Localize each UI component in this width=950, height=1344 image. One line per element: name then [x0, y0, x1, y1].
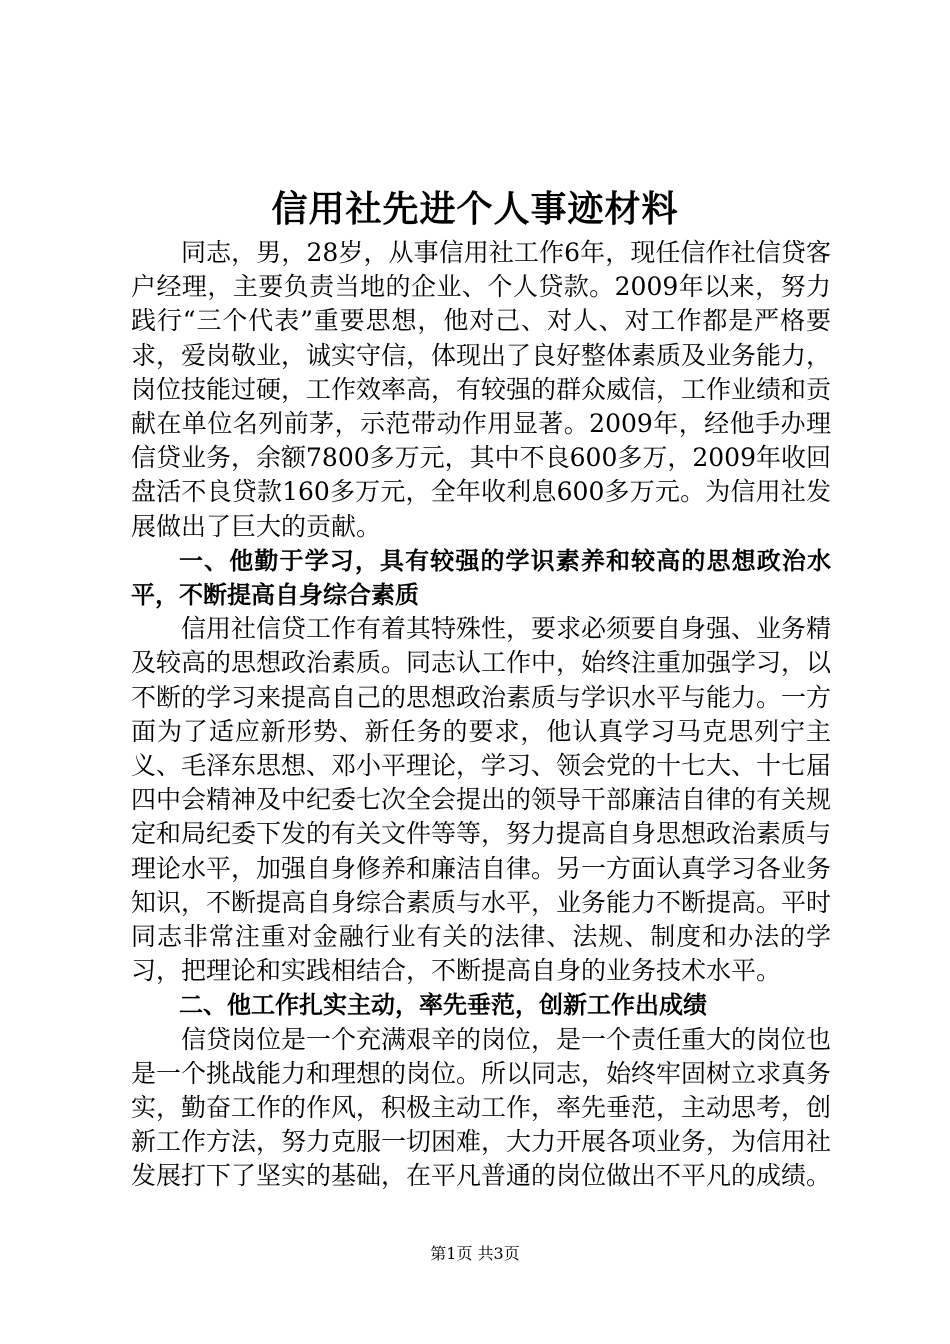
section-1-paragraph: 信用社信贷工作有着其特殊性，要求必须要自身强、业务精及较高的思想政治素质。同志认工作中，始终注重加强学习，以不断的学习来提高自己的思想政治素质与学识水平与能力。一方面为了适应新形势、新任务的要求，他认真学习马克思列宁主义、毛泽东思想、邓小平理论，学习、领会党的十七大、十七届四中会精神及中纪委七次全会提出的领导干部廉洁自律的有关规定和局纪委下发的有关文件等等，努力提高自身思想政治素质与理论水平，加强自身修养和廉洁自律。另一方面认真学习各业务知识，不断提高自身综合素质与水平，业务能力不断提高。平时同志非常注重对金融行业有关的法律、法规、制度和办法的学习，把理论和实践相结合，不断提高自身的业务技术水平。	[131, 614, 832, 986]
document-title: 信用社先进个人事迹材料	[271, 188, 679, 230]
section-2-paragraph: 信贷岗位是一个充满艰辛的岗位，是一个责任重大的岗位也是一个挑战能力和理想的岗位。所以同志，始终牢固树立求真务实，勤奋工作的作风，积极主动工作，率先垂范，主动思考，创新工作方法，努力克服一切困难，大力开展各项业务，为信用社发展打下了坚实的基础，在平凡普通的岗位做出不平凡的成绩。	[131, 1024, 832, 1191]
page-footer: 第1页 共3页	[430, 1244, 520, 1263]
intro-paragraph: 同志，男，28岁，从事信用社工作6年，现任信作社信贷客户经理，主要负责当地的企业、个人贷款。2009年以来，努力践行“三个代表”重要思想，他对己、对人、对工作都是严格要求，爱岗敬业，诚实守信，体现出了良好整体素质及业务能力，岗位技能过硬，工作效率高，有较强的群众威信，工作业绩和贡献在单位名列前茅，示范带动作用显著。2009年，经他手办理信贷业务，余额7800多万元，其中不良600多万，2009年收回盘活不良贷款160多万元，全年收利息600多万元。为信用社发展做出了巨大的贡献。	[131, 238, 832, 541]
document-body	[131, 236, 831, 1194]
section-heading-2: 二、他工作扎实主动，率先垂范，创新工作出成绩	[179, 991, 707, 1020]
section-heading-1: 一、他勤于学习，具有较强的学识素养和较高的思想政治水平，不断提高自身综合素质	[131, 546, 831, 610]
